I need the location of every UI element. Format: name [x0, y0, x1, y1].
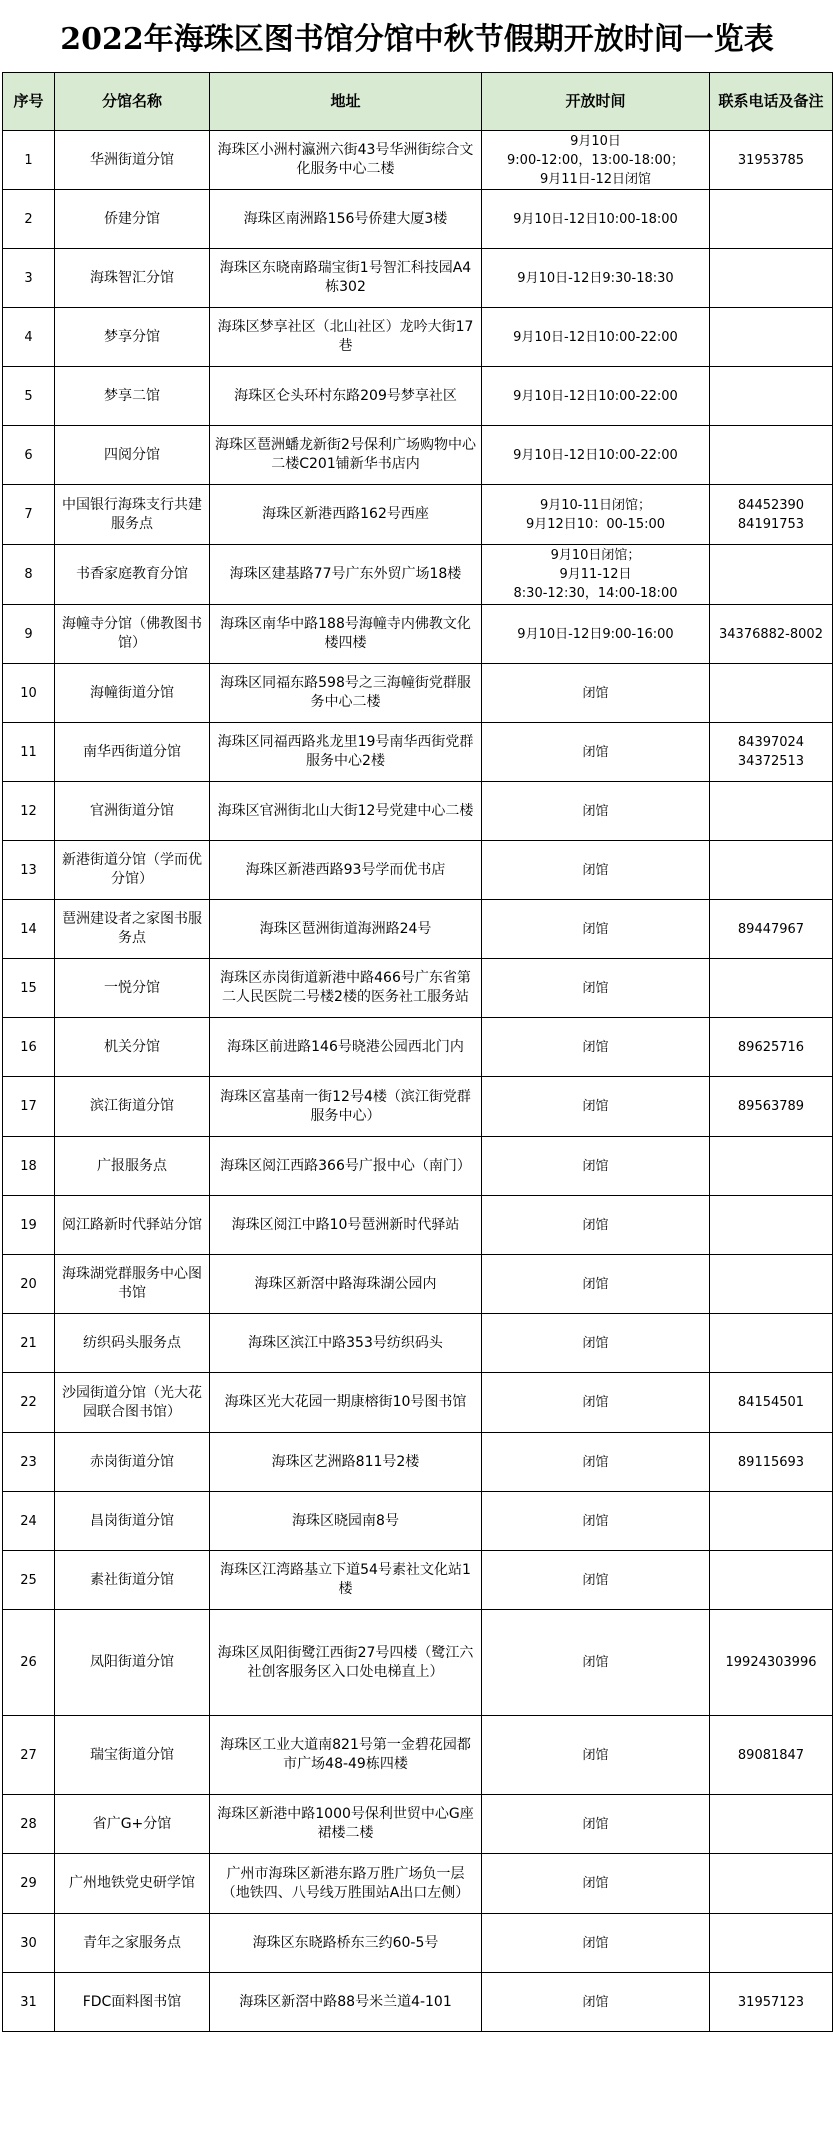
- cell-address: 海珠区同福西路兆龙里19号南华西街党群服务中心2楼: [210, 723, 482, 782]
- cell-hours: 闭馆: [482, 1492, 710, 1551]
- cell-address: 海珠区富基南一街12号4楼（滨江街党群服务中心）: [210, 1077, 482, 1137]
- col-header-phone: 联系电话及备注: [710, 73, 833, 131]
- cell-phone: [710, 959, 833, 1018]
- cell-address: 海珠区小洲村瀛洲六街43号华洲街综合文化服务中心二楼: [210, 131, 482, 190]
- cell-address: 海珠区阅江中路10号琶洲新时代驿站: [210, 1196, 482, 1255]
- cell-no: 22: [3, 1373, 55, 1433]
- cell-name: 官洲街道分馆: [55, 782, 210, 841]
- cell-address: 海珠区梦享社区（北山社区）龙吟大街17巷: [210, 308, 482, 367]
- cell-phone: [710, 841, 833, 900]
- cell-address: 海珠区新滘中路88号米兰道4-101: [210, 1973, 482, 2032]
- table-row: [3, 249, 833, 308]
- table-row: [3, 1077, 833, 1137]
- cell-phone: [710, 1137, 833, 1196]
- cell-hours: 闭馆: [482, 900, 710, 959]
- cell-phone: [710, 664, 833, 723]
- cell-hours: 闭馆: [482, 959, 710, 1018]
- table-row: [3, 1492, 833, 1551]
- cell-no: 19: [3, 1196, 55, 1255]
- cell-no: 16: [3, 1018, 55, 1077]
- cell-name: 青年之家服务点: [55, 1914, 210, 1973]
- cell-address: 海珠区南华中路188号海幢寺内佛教文化楼四楼: [210, 605, 482, 664]
- cell-hours: 9月10日-12日10:00-18:00: [482, 190, 710, 249]
- cell-hours: 闭馆: [482, 1973, 710, 2032]
- cell-no: 1: [3, 131, 55, 190]
- cell-name: 瑞宝街道分馆: [55, 1716, 210, 1795]
- cell-name: 四阅分馆: [55, 426, 210, 485]
- cell-hours: 闭馆: [482, 1551, 710, 1610]
- cell-phone: [710, 249, 833, 308]
- table-row: [3, 1914, 833, 1973]
- cell-name: 书香家庭教育分馆: [55, 545, 210, 605]
- cell-address: 海珠区官洲街北山大街12号党建中心二楼: [210, 782, 482, 841]
- cell-phone: 31953785: [710, 131, 833, 190]
- cell-no: 21: [3, 1314, 55, 1373]
- table-row: [3, 1314, 833, 1373]
- cell-hours: 闭馆: [482, 1018, 710, 1077]
- cell-phone: 89625716: [710, 1018, 833, 1077]
- cell-name: 一悦分馆: [55, 959, 210, 1018]
- table-row: [3, 367, 833, 426]
- table-row: [3, 545, 833, 605]
- cell-hours: 闭馆: [482, 1196, 710, 1255]
- cell-name: 海幢寺分馆（佛教图书馆）: [55, 605, 210, 664]
- cell-hours: 9月10日 9:00-12:00，13:00-18:00； 9月11日-12日闭馆: [482, 131, 710, 190]
- cell-name: 新港街道分馆（学而优分馆）: [55, 841, 210, 900]
- table-row: [3, 1973, 833, 2032]
- table-row: [3, 190, 833, 249]
- cell-no: 3: [3, 249, 55, 308]
- cell-address: 海珠区凤阳街鹭江西街27号四楼（鹭江六社创客服务区入口处电梯直上）: [210, 1610, 482, 1716]
- cell-hours: 9月10日-12日9:00-16:00: [482, 605, 710, 664]
- cell-phone: [710, 1255, 833, 1314]
- table-row: [3, 605, 833, 664]
- cell-no: 2: [3, 190, 55, 249]
- cell-no: 28: [3, 1795, 55, 1854]
- cell-address: 海珠区东晓南路瑞宝街1号智汇科技园A4栋302: [210, 249, 482, 308]
- cell-address: 海珠区艺洲路811号2楼: [210, 1433, 482, 1492]
- cell-phone: 31957123: [710, 1973, 833, 2032]
- cell-name: 梦享二馆: [55, 367, 210, 426]
- cell-no: 24: [3, 1492, 55, 1551]
- cell-phone: [710, 545, 833, 605]
- cell-phone: [710, 782, 833, 841]
- cell-phone: 19924303996: [710, 1610, 833, 1716]
- table-row: [3, 1610, 833, 1716]
- cell-phone: [710, 1492, 833, 1551]
- table-row: [3, 1716, 833, 1795]
- table-row: [3, 1373, 833, 1433]
- cell-no: 23: [3, 1433, 55, 1492]
- cell-hours: 闭馆: [482, 1077, 710, 1137]
- cell-hours: 9月10日-12日9:30-18:30: [482, 249, 710, 308]
- cell-name: 广报服务点: [55, 1137, 210, 1196]
- cell-phone: [710, 426, 833, 485]
- cell-phone: 89081847: [710, 1716, 833, 1795]
- table-row: [3, 1795, 833, 1854]
- cell-name: 南华西街道分馆: [55, 723, 210, 782]
- cell-no: 12: [3, 782, 55, 841]
- cell-address: 海珠区仑头环村东路209号梦享社区: [210, 367, 482, 426]
- table-row: [3, 664, 833, 723]
- cell-phone: 89563789: [710, 1077, 833, 1137]
- table-row: [3, 485, 833, 545]
- cell-no: 8: [3, 545, 55, 605]
- cell-name: 滨江街道分馆: [55, 1077, 210, 1137]
- table-row: [3, 782, 833, 841]
- cell-address: 海珠区江湾路基立下道54号素社文化站1楼: [210, 1551, 482, 1610]
- cell-phone: 84452390 84191753: [710, 485, 833, 545]
- table-row: [3, 1854, 833, 1914]
- cell-name: 梦享分馆: [55, 308, 210, 367]
- table-row: [3, 1433, 833, 1492]
- cell-name: 中国银行海珠支行共建服务点: [55, 485, 210, 545]
- table-row: [3, 900, 833, 959]
- table-row: [3, 1196, 833, 1255]
- cell-name: 沙园街道分馆（光大花园联合图书馆）: [55, 1373, 210, 1433]
- cell-address: 海珠区光大花园一期康榕街10号图书馆: [210, 1373, 482, 1433]
- cell-hours: 闭馆: [482, 664, 710, 723]
- cell-phone: [710, 1795, 833, 1854]
- cell-hours: 9月10日-12日10:00-22:00: [482, 426, 710, 485]
- cell-no: 15: [3, 959, 55, 1018]
- cell-no: 25: [3, 1551, 55, 1610]
- cell-address: 海珠区新滘中路海珠湖公园内: [210, 1255, 482, 1314]
- col-header-hours: 开放时间: [482, 73, 710, 131]
- cell-address: 海珠区琶洲街道海洲路24号: [210, 900, 482, 959]
- cell-name: 海珠湖党群服务中心图书馆: [55, 1255, 210, 1314]
- cell-hours: 9月10-11日闭馆； 9月12日10：00-15:00: [482, 485, 710, 545]
- cell-address: 海珠区新港西路93号学而优书店: [210, 841, 482, 900]
- cell-no: 5: [3, 367, 55, 426]
- cell-name: 阅江路新时代驿站分馆: [55, 1196, 210, 1255]
- cell-no: 11: [3, 723, 55, 782]
- cell-hours: 闭馆: [482, 1610, 710, 1716]
- cell-no: 17: [3, 1077, 55, 1137]
- table-row: [3, 426, 833, 485]
- cell-phone: [710, 1914, 833, 1973]
- cell-name: 琶洲建设者之家图书服务点: [55, 900, 210, 959]
- cell-no: 20: [3, 1255, 55, 1314]
- cell-name: 凤阳街道分馆: [55, 1610, 210, 1716]
- col-header-no: 序号: [3, 73, 55, 131]
- cell-no: 27: [3, 1716, 55, 1795]
- table-row: [3, 131, 833, 190]
- cell-address: 海珠区滨江中路353号纺织码头: [210, 1314, 482, 1373]
- cell-hours: 9月10日-12日10:00-22:00: [482, 308, 710, 367]
- cell-address: 海珠区赤岗街道新港中路466号广东省第二人民医院二号楼2楼的医务社工服务站: [210, 959, 482, 1018]
- cell-hours: 闭馆: [482, 1854, 710, 1914]
- schedule-table: [2, 72, 833, 2032]
- cell-hours: 闭馆: [482, 782, 710, 841]
- cell-phone: [710, 1551, 833, 1610]
- cell-address: 海珠区晓园南8号: [210, 1492, 482, 1551]
- cell-name: FDC面料图书馆: [55, 1973, 210, 2032]
- cell-hours: 闭馆: [482, 1716, 710, 1795]
- cell-hours: 闭馆: [482, 1433, 710, 1492]
- table-row: [3, 723, 833, 782]
- cell-no: 26: [3, 1610, 55, 1716]
- table-row: [3, 1551, 833, 1610]
- cell-name: 纺织码头服务点: [55, 1314, 210, 1373]
- cell-hours: 9月10日-12日10:00-22:00: [482, 367, 710, 426]
- cell-address: 海珠区阅江西路366号广报中心（南门）: [210, 1137, 482, 1196]
- cell-no: 14: [3, 900, 55, 959]
- cell-phone: [710, 308, 833, 367]
- cell-hours: 闭馆: [482, 1255, 710, 1314]
- header-row: [3, 73, 833, 131]
- cell-name: 华洲街道分馆: [55, 131, 210, 190]
- cell-address: 海珠区新港西路162号西座: [210, 485, 482, 545]
- cell-no: 31: [3, 1973, 55, 2032]
- cell-phone: 34376882-8002: [710, 605, 833, 664]
- cell-address: 广州市海珠区新港东路万胜广场负一层（地铁四、八号线万胜围站A出口左侧）: [210, 1854, 482, 1914]
- cell-phone: 89115693: [710, 1433, 833, 1492]
- page-title: 2022年海珠区图书馆分馆中秋节假期开放时间一览表: [60, 22, 774, 57]
- table-row: [3, 308, 833, 367]
- cell-phone: [710, 1854, 833, 1914]
- cell-address: 海珠区同福东路598号之三海幢街党群服务中心二楼: [210, 664, 482, 723]
- cell-address: 海珠区琶洲蟠龙新街2号保利广场购物中心二楼C201铺新华书店内: [210, 426, 482, 485]
- cell-phone: 84154501: [710, 1373, 833, 1433]
- cell-hours: 闭馆: [482, 1914, 710, 1973]
- table-row: [3, 1137, 833, 1196]
- table-row: [3, 1255, 833, 1314]
- cell-no: 30: [3, 1914, 55, 1973]
- cell-hours: 9月10日闭馆； 9月11-12日 8:30-12:30，14:00-18:00: [482, 545, 710, 605]
- cell-phone: [710, 367, 833, 426]
- cell-hours: 闭馆: [482, 841, 710, 900]
- cell-name: 赤岗街道分馆: [55, 1433, 210, 1492]
- cell-name: 昌岗街道分馆: [55, 1492, 210, 1551]
- cell-hours: 闭馆: [482, 1373, 710, 1433]
- cell-name: 省广G+分馆: [55, 1795, 210, 1854]
- cell-address: 海珠区南洲路156号侨建大厦3楼: [210, 190, 482, 249]
- cell-hours: 闭馆: [482, 1795, 710, 1854]
- cell-no: 29: [3, 1854, 55, 1914]
- cell-name: 海珠智汇分馆: [55, 249, 210, 308]
- cell-phone: [710, 1314, 833, 1373]
- cell-no: 7: [3, 485, 55, 545]
- cell-name: 机关分馆: [55, 1018, 210, 1077]
- cell-address: 海珠区工业大道南821号第一金碧花园都市广场48-49栋四楼: [210, 1716, 482, 1795]
- cell-name: 侨建分馆: [55, 190, 210, 249]
- cell-address: 海珠区东晓路桥东三约60-5号: [210, 1914, 482, 1973]
- cell-no: 4: [3, 308, 55, 367]
- table-row: [3, 841, 833, 900]
- cell-no: 6: [3, 426, 55, 485]
- cell-no: 10: [3, 664, 55, 723]
- cell-phone: [710, 1196, 833, 1255]
- col-header-name: 分馆名称: [55, 73, 210, 131]
- cell-hours: 闭馆: [482, 723, 710, 782]
- table-row: [3, 959, 833, 1018]
- cell-name: 素社街道分馆: [55, 1551, 210, 1610]
- cell-address: 海珠区建基路77号广东外贸广场18楼: [210, 545, 482, 605]
- cell-name: 海幢街道分馆: [55, 664, 210, 723]
- cell-no: 13: [3, 841, 55, 900]
- cell-phone: 89447967: [710, 900, 833, 959]
- cell-address: 海珠区前进路146号晓港公园西北门内: [210, 1018, 482, 1077]
- table-row: [3, 1018, 833, 1077]
- cell-no: 9: [3, 605, 55, 664]
- cell-no: 18: [3, 1137, 55, 1196]
- cell-phone: [710, 190, 833, 249]
- cell-name: 广州地铁党史研学馆: [55, 1854, 210, 1914]
- col-header-address: 地址: [210, 73, 482, 131]
- cell-phone: 84397024 34372513: [710, 723, 833, 782]
- cell-address: 海珠区新港中路1000号保利世贸中心G座裙楼二楼: [210, 1795, 482, 1854]
- cell-hours: 闭馆: [482, 1137, 710, 1196]
- cell-hours: 闭馆: [482, 1314, 710, 1373]
